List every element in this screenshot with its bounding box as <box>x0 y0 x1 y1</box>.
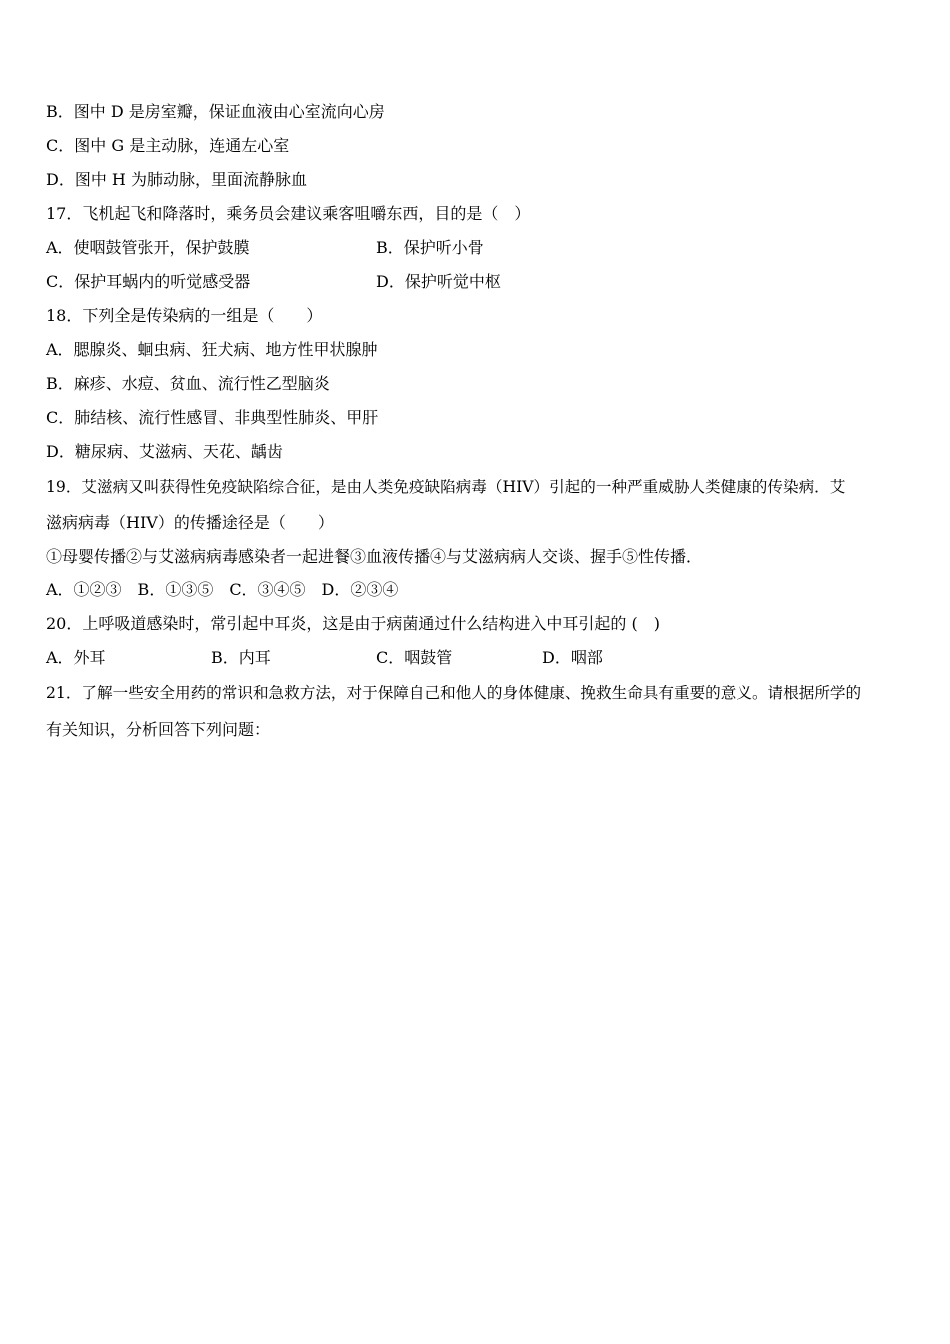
q16-option-b: B．图中 D 是房室瓣，保证血液由心室流向心房 <box>46 102 385 121</box>
q17-option-a: A．使咽鼓管张开，保护鼓膜 <box>46 238 250 257</box>
q19-stem-line1: 19．艾滋病又叫获得性免疫缺陷综合征，是由人类免疫缺陷病毒（HIV）引起的一种严重威胁人类健康的传染病．艾 <box>46 478 846 496</box>
q20-option-a: A．外耳 <box>46 648 106 667</box>
q17-option-d: D．保护听觉中枢 <box>376 272 501 291</box>
q18-option-b: B．麻疹、水痘、贫血、流行性乙型脑炎 <box>46 374 330 393</box>
q21-stem-line1: 21．了解一些安全用药的常识和急救方法，对于保障自己和他人的身体健康、挽救生命具有重要的意义。请根据所学的 <box>46 684 862 702</box>
q19-stem-line2: 滋病病毒（HIV）的传播途径是（ ） <box>46 513 334 532</box>
q16-option-c: C．图中 G 是主动脉，连通左心室 <box>46 136 290 155</box>
q19-items: ①母婴传播②与艾滋病病毒感染者一起进餐③血液传播④与艾滋病病人交谈、握手⑤性传播． <box>46 547 703 566</box>
q18-option-d: D．糖尿病、艾滋病、天花、龋齿 <box>46 442 283 461</box>
q16-option-d: D．图中 H 为肺动脉，里面流静脉血 <box>46 170 307 189</box>
q20-option-c: C．咽鼓管 <box>376 648 453 667</box>
q17-option-b: B．保护听小骨 <box>376 238 484 257</box>
q19-options: A．①②③ B．①③⑤ C．③④⑤ D．②③④ <box>46 580 399 599</box>
q18-option-c: C．肺结核、流行性感冒、非典型性肺炎、甲肝 <box>46 408 379 427</box>
q17-stem: 17．飞机起飞和降落时，乘务员会建议乘客咀嚼东西，目的是（ ） <box>46 204 531 223</box>
q20-option-b: B．内耳 <box>211 648 271 667</box>
q20-option-d: D．咽部 <box>542 648 603 667</box>
q18-option-a: A．腮腺炎、蛔虫病、狂犬病、地方性甲状腺肿 <box>46 340 378 359</box>
q20-stem: 20．上呼吸道感染时，常引起中耳炎，这是由于病菌通过什么结构进入中耳引起的 ( ) <box>46 614 660 633</box>
q18-stem: 18．下列全是传染病的一组是（ ） <box>46 306 323 325</box>
q21-stem-line2: 有关知识，分析回答下列问题： <box>46 720 271 739</box>
q17-option-c: C．保护耳蜗内的听觉感受器 <box>46 272 251 291</box>
